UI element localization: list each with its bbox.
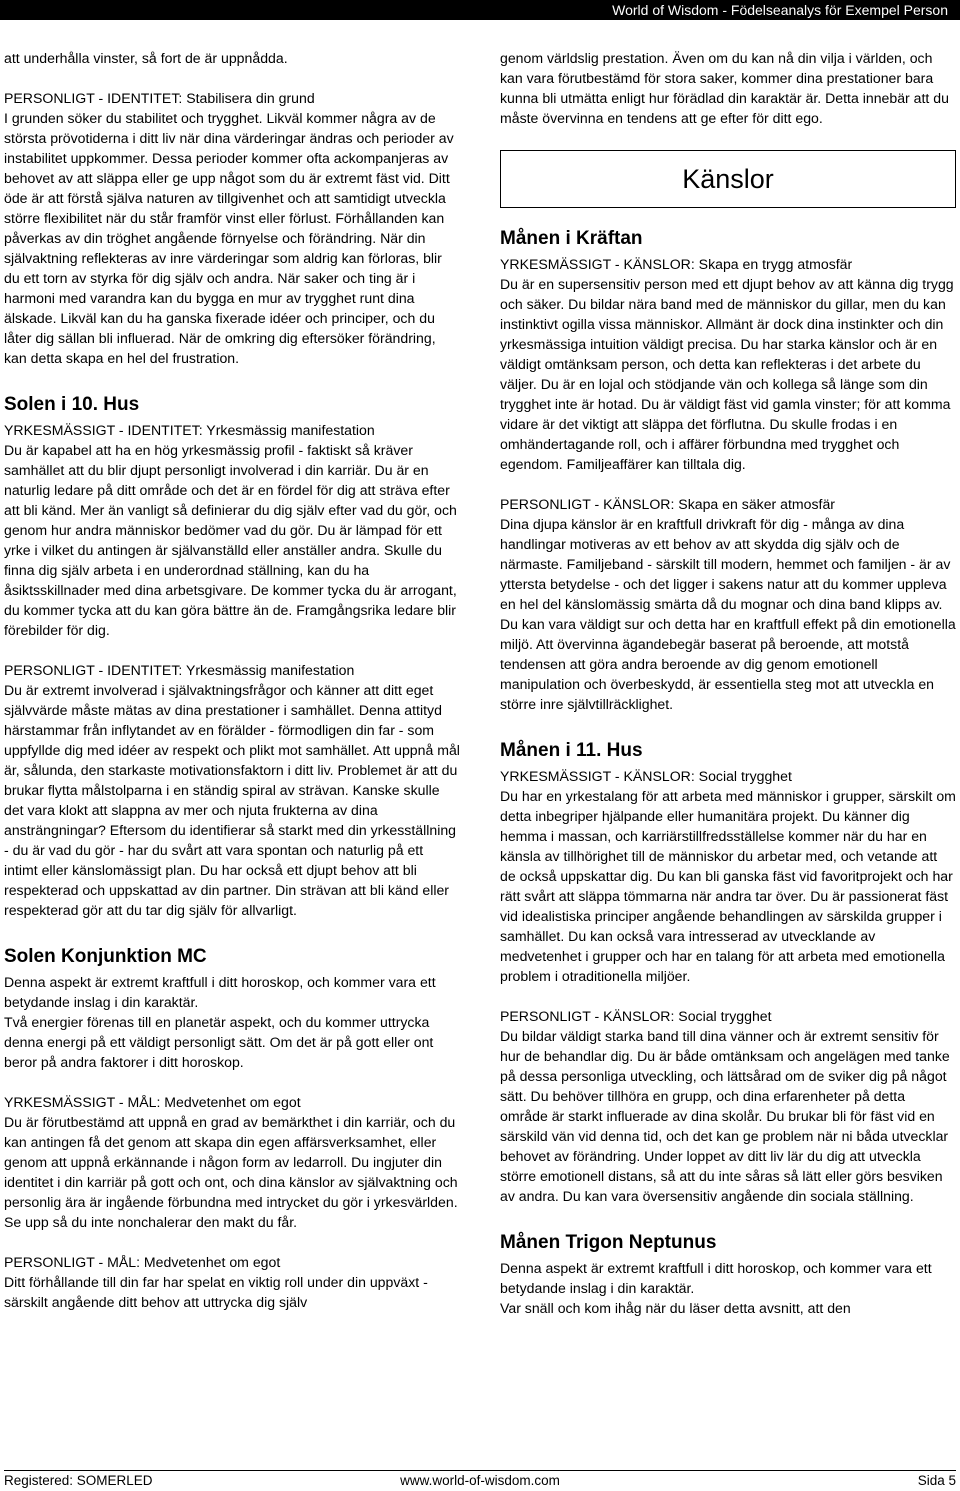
moon-cancer-professional-text: Du är en supersensitiv person med ett djupt behov av att känna dig trygg och säker. Du bildar nära band med de människor du gillar, men du kan instinktivt ogilla vissa människor. Allmänt är dock dina instinkter och din yrkesmässiga intuition väldigt precisa. Du har starka känslor och är en väldigt omtänksam person, och detta kan reflekteras i det arbete du väljer. Du är en lojal och stödjande vän och kollega så länge som din trygghet inte är hotad. Du är väldigt fäst vid gamla vinster; för att komma vidare är det viktigt att släppa det förflutna. Du skulle frodas i en omhändertagande roll, och i affärer förbundna med trygghet och egendom. Familjeaffärer kan tilltala dig. — [500, 276, 954, 472]
sun-conj-mc-professional-text: Du är förutbestämd att uppnå en grad av bemärkthet i din karriär, och du kan antingen få det genom att skapa din egen affärsverksamhet, eller genom att uppnå erkännande i någon form av ledarroll. Du ingjuter din identitet i din karriär på gott och ont, och dina känslor av självaktning och personlig ära är ingående förbundna med intrycket du gör i yrkesvärlden. Se upp så du inte nonchalerar den makt du får. — [4, 1114, 458, 1230]
moon-in-cancer-heading: Månen i Kräftan — [500, 228, 643, 249]
sun-conj-mc-professional-label: YRKESMÄSSIGT - MÅL: Medvetenhet om egot — [4, 1094, 301, 1110]
moon-11th-personal-label: PERSONLIGT - KÄNSLOR: Social trygghet — [500, 1008, 772, 1024]
sun-10th-house-heading: Solen i 10. Hus — [4, 394, 140, 415]
sun-conj-mc-personal-text: Ditt förhållande till din far har spelat en viktig roll under din uppväxt - särskilt angående ditt behov att uttrycka dig själv — [4, 1274, 428, 1310]
moon-11th-personal-text: Du bildar väldigt starka band till dina vänner och är extremt sensitiv för hur de behandlar dig. Du är både omtänksam och angelägen med tanke på dessa personliga utveckling, och lättsårad om de sviker dig på något sätt. Du behöver tillhöra en grupp, och dina erfarenheter på detta område är starkt influerade av dina skolår. Du brukar bli för fäst vid en särskild vän vid denna tid, och det kan ge problem när ni båda utvecklar behovet av förändring. Under loppet av ditt liv lär du dig att utveckla större emotionell distans, så att du inte såras så lätt eller görs besviken av andra. Du kan vara översensitiv angående din sociala ställning. — [500, 1028, 950, 1204]
page-header — [0, 0, 960, 20]
sun-10th-personal-text: Du är extremt involverad i självaktningsfrågor och känner att ditt eget självvärde måste mätas av dina prestationer i samhället. Denna attityd härstammar från inflytandet av en förälder - förmodligen din far - som uppfyllde dig med idéer av respekt och plikt mot samhället. Att uppnå mål är, sålunda, den starkaste motivationsfaktorn i ditt liv. Problemet är att du brukar flytta målstolparna i en ständig spiral av strävan. Kanske skulle det vara klokt att slappna av mer och njuta frukterna av dina ansträngningar? Eftersom du identifierar så starkt med din yrkesställning - du är vad du gör - har du svårt att vara spontan och naturlig på ett intimt eller känslomässigt plan. Du har också ett djupt behov att bli respekterad och uppskattad av din partner. Din strävan att bli känd eller respekterad gör att du tar dig själv för allvarligt. — [4, 682, 460, 918]
page-footer — [4, 1470, 956, 1491]
header-title: World of Wisdom - Födelseanalys för Exempel Person — [612, 2, 948, 18]
moon-cancer-personal-text: Dina djupa känslor är en kraftfull drivkraft för dig - många av dina handlingar motiveras av ett behov av att skydda dig själv och de närmaste. Familjeband - särskilt till modern, hemmet och familjen - är av yttersta betydelse - och det ligger i sakens natur att du kommer uppleva en hel del känslomässig smärta då du mognar och dina band klipps av. Du kan vara väldigt sur och detta har en kraftfull effekt på din emotionella miljö. Att övervinna ägandebegär baserat på beroende, att motstå tendensen att göra andra beroende av dig genom emotionell manipulation och överbeskydd, är essentiella steg mot att utveckla en större inre självtillräcklighet. — [500, 516, 956, 712]
moon-trine-neptune-intro-b: Var snäll och kom ihåg när du läser detta avsnitt, att den — [500, 1300, 851, 1316]
personal-identity-label: PERSONLIGT - IDENTITET: Stabilisera din grund — [4, 90, 315, 106]
sun-conjunction-mc-heading: Solen Konjunktion MC — [4, 946, 207, 967]
left-column — [4, 48, 460, 1312]
personal-identity-text: I grunden söker du stabilitet och trygghet. Likväl kommer några av de största prövotiderna i ditt liv när dina värderingar ändras och perioder av instabilitet uppkommer. Dessa perioder kommer ofta ackompanjeras av behovet av att släppa eller ge upp något som du är extremt fäst vid. Ditt öde är att förstå själva naturen av tillgivenhet och att samtidigt utveckla större flexibilitet när du står framför vinst eller förlust. Förhållanden kan påverkas av din tröghet angående förnyelse och förändring. När din självaktning reflekteras av inre värderingar som aldrig kan förloras, blir du ett torn av styrka för dig själv och andra. När saker och ting är i harmoni med varandra kan du bygga en mur av trygghet runt dina älskade. Likväl kan du ha ganska fixerade idéer och principer, och du låter dig sällan bli influerad. När de omkring dig eftersöker förändring, kan detta skapa en hel del frustration. — [4, 110, 454, 366]
sun-10th-professional-text: Du är kapabel att ha en hög yrkesmässig profil - faktiskt så kräver samhället att du blir djupt personligt involverad i din karriär. Du är en naturlig ledare på ditt område och det är en fördel för dig att sträva efter att bli känd. Mer än vanligt så definierar du dig själv efter vad du gör, och genom hur andra människor bedömer vad du gör. Du är lämpad för ett yrke i vilket du antingen är självanställd eller anställer andra. Skulle du finna dig själv arbeta i en underordnad ställning, kan du ha åsiktsskillnader med dina arbetsgivare. De kommer tycka du är arrogant, du kommer tycka att du kan göra bättre än de. Framgångsrika ledare blir förebilder för dig. — [4, 442, 457, 638]
moon-cancer-personal-label: PERSONLIGT - KÄNSLOR: Skapa en säker atmosfär — [500, 496, 835, 512]
footer-website: www.world-of-wisdom.com — [400, 1473, 560, 1488]
sun-conj-mc-intro: Denna aspekt är extremt kraftfull i ditt horoskop, och kommer vara ett betydande inslag i din karaktär. — [4, 974, 436, 1010]
sun-conj-mc-personal-label: PERSONLIGT - MÅL: Medvetenhet om egot — [4, 1254, 281, 1270]
left-intro-paragraph: att underhålla vinster, så fort de är uppnådda. — [4, 50, 288, 66]
sun-10th-personal-label: PERSONLIGT - IDENTITET: Yrkesmässig manifestation — [4, 662, 355, 678]
moon-trine-neptune-intro: Denna aspekt är extremt kraftfull i ditt horoskop, och kommer vara ett betydande inslag i din karaktär. — [500, 1260, 932, 1296]
sun-conj-mc-intro-b: Två energier förenas till en planetär aspekt, och du kommer uttrycka denna energi på ett väldigt personligt sätt. Om det är på gott eller ont beror på andra faktorer i ditt horoskop. — [4, 1014, 434, 1070]
right-intro-paragraph: genom världslig prestation. Även om du kan nå din vilja i världen, och kan vara förutbestämd för stora saker, kommer dina prestationer bara kunna bli utmätta enligt hur förädlad din karaktär är. Detta innebär att du måste övervinna en tendens att ge efter för ditt ego. — [500, 50, 949, 126]
sun-10th-professional-label: YRKESMÄSSIGT - IDENTITET: Yrkesmässig manifestation — [4, 422, 375, 438]
footer-registered: Registered: SOMERLED — [4, 1473, 153, 1488]
moon-cancer-professional-label: YRKESMÄSSIGT - KÄNSLOR: Skapa en trygg atmosfär — [500, 256, 853, 272]
moon-11th-professional-label: YRKESMÄSSIGT - KÄNSLOR: Social trygghet — [500, 768, 792, 784]
moon-11th-professional-text: Du har en yrkestalang för att arbeta med människor i grupper, särskilt om detta inbegriper hjälpande eller humanitära projekt. Du känner dig hemma i massan, och karriärstillfredsställelse kommer när du har en känsla av tillhörighet till de människor du arbetar med, och vetande att de också uppskattar dig. Du kan bli ganska fäst vid favoritprojekt och har rätt svårt att släppa tömmarna när andra tar över. Du är passionerat fäst vid idealistiska principer angående behandlingen av särskilda grupper i samhället. Du kan också vara intresserad av utvecklande av medvetenhet i grupper och har en talang för att arbeta med emotionella problem i otraditionella miljöer. — [500, 788, 956, 984]
moon-11th-house-heading: Månen i 11. Hus — [500, 740, 643, 761]
footer-page-number: Sida 5 — [917, 1473, 956, 1488]
right-column — [500, 48, 956, 1318]
moon-trine-neptune-heading: Månen Trigon Neptunus — [500, 1232, 717, 1253]
feelings-section-box: Känslor — [500, 150, 956, 208]
